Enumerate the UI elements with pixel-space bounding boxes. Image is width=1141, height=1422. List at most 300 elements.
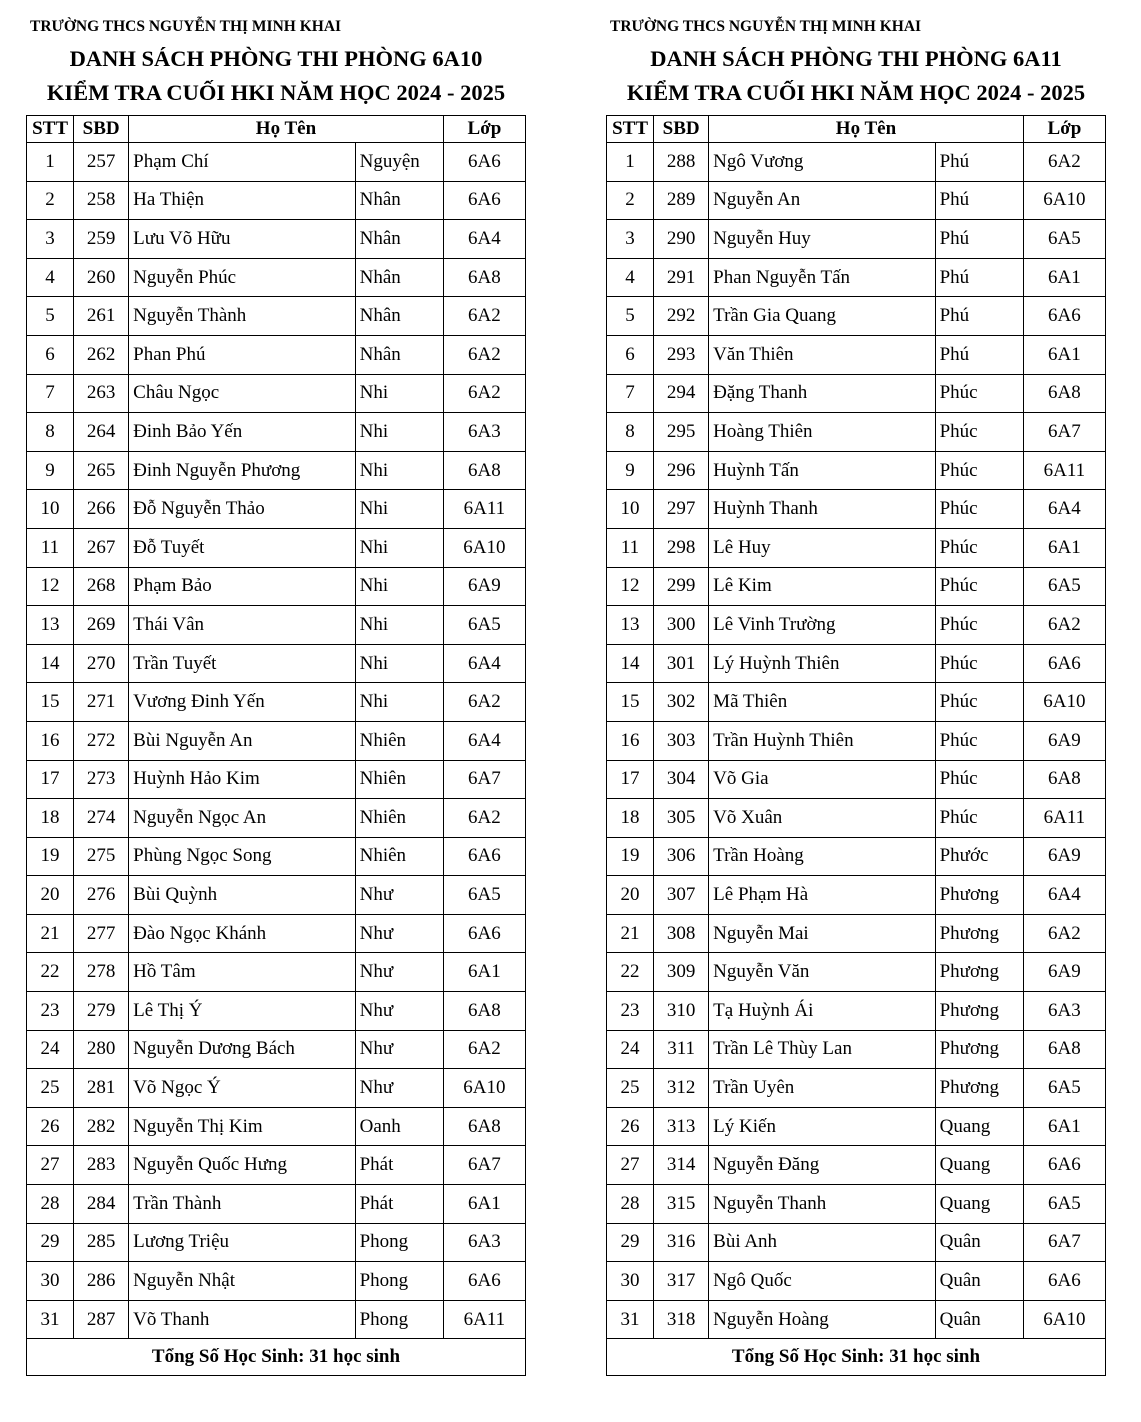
cell-ten: Phú: [935, 143, 1023, 182]
cell-stt: 6: [27, 335, 74, 374]
cell-sbd: 258: [74, 181, 129, 220]
cell-lop: 6A8: [443, 1107, 525, 1146]
cell-sbd: 264: [74, 413, 129, 452]
cell-stt: 31: [27, 1300, 74, 1339]
cell-ten: Phát: [355, 1146, 443, 1185]
table-row: [27, 451, 526, 490]
table-row: [27, 528, 526, 567]
cell-stt: 23: [27, 992, 74, 1031]
school-name: TRƯỜNG THCS NGUYỄN THỊ MINH KHAI: [610, 18, 922, 35]
table-row: [607, 721, 1106, 760]
table-row: [607, 413, 1106, 452]
cell-ho-dem: Trần Gia Quang: [709, 297, 935, 336]
cell-ten: Như: [355, 992, 443, 1031]
cell-ten: Nhi: [355, 490, 443, 529]
cell-ten: Như: [355, 1069, 443, 1108]
cell-sbd: 271: [74, 683, 129, 722]
cell-sbd: 291: [654, 258, 709, 297]
cell-ho-dem: Mã Thiên: [709, 683, 935, 722]
cell-ho-dem: Bùi Anh: [709, 1223, 935, 1262]
cell-stt: 17: [607, 760, 654, 799]
cell-ten: Phú: [935, 220, 1023, 259]
cell-lop: 6A2: [1023, 914, 1105, 953]
cell-sbd: 278: [74, 953, 129, 992]
cell-ho-dem: Đinh Nguyễn Phương: [129, 451, 355, 490]
cell-sbd: 272: [74, 721, 129, 760]
table-row: [27, 567, 526, 606]
cell-sbd: 295: [654, 413, 709, 452]
table-row: [607, 1069, 1106, 1108]
cell-sbd: 266: [74, 490, 129, 529]
total-row: [607, 1339, 1106, 1376]
cell-ho-dem: Tạ Huỳnh Ái: [709, 992, 935, 1031]
cell-stt: 10: [607, 490, 654, 529]
table-row: [607, 220, 1106, 259]
cell-sbd: 311: [654, 1030, 709, 1069]
cell-lop: 6A11: [443, 1300, 525, 1339]
table-header: [27, 116, 526, 143]
cell-ten: Nhiên: [355, 721, 443, 760]
cell-lop: 6A6: [1023, 1146, 1105, 1185]
table-row: [27, 953, 526, 992]
cell-ho-dem: Huỳnh Tấn: [709, 451, 935, 490]
cell-sbd: 286: [74, 1262, 129, 1301]
cell-ten: Quân: [935, 1262, 1023, 1301]
cell-sbd: 280: [74, 1030, 129, 1069]
header-stt: STT: [27, 116, 74, 143]
table-row: [27, 1300, 526, 1339]
cell-lop: 6A7: [1023, 1223, 1105, 1262]
cell-ho-dem: Lê Phạm Hà: [709, 876, 935, 915]
cell-ten: Phúc: [935, 413, 1023, 452]
cell-lop: 6A8: [1023, 1030, 1105, 1069]
cell-ho-dem: Ngô Quốc: [709, 1262, 935, 1301]
table-row: [607, 876, 1106, 915]
cell-sbd: 265: [74, 451, 129, 490]
cell-stt: 30: [607, 1262, 654, 1301]
cell-sbd: 307: [654, 876, 709, 915]
table-row: [27, 606, 526, 645]
cell-stt: 21: [27, 914, 74, 953]
cell-lop: 6A1: [443, 953, 525, 992]
table-row: [27, 837, 526, 876]
cell-ten: Phúc: [935, 606, 1023, 645]
cell-sbd: 273: [74, 760, 129, 799]
cell-stt: 26: [607, 1107, 654, 1146]
cell-stt: 21: [607, 914, 654, 953]
cell-sbd: 308: [654, 914, 709, 953]
table-row: [27, 992, 526, 1031]
cell-lop: 6A10: [1023, 181, 1105, 220]
cell-ho-dem: Đỗ Nguyễn Thảo: [129, 490, 355, 529]
table-header: [607, 116, 1106, 143]
cell-ho-dem: Nguyễn Nhật: [129, 1262, 355, 1301]
cell-lop: 6A4: [1023, 490, 1105, 529]
cell-ho-dem: Phan Nguyễn Tấn: [709, 258, 935, 297]
cell-ho-dem: Nguyễn Dương Bách: [129, 1030, 355, 1069]
cell-sbd: 276: [74, 876, 129, 915]
cell-stt: 13: [27, 606, 74, 645]
cell-lop: 6A6: [1023, 644, 1105, 683]
cell-sbd: 301: [654, 644, 709, 683]
cell-ho-dem: Nguyễn Mai: [709, 914, 935, 953]
cell-ho-dem: Lý Kiến: [709, 1107, 935, 1146]
cell-stt: 28: [607, 1185, 654, 1224]
cell-lop: 6A5: [1023, 1185, 1105, 1224]
cell-ho-dem: Nguyễn Ngọc An: [129, 799, 355, 838]
cell-lop: 6A8: [443, 451, 525, 490]
header-stt: STT: [607, 116, 654, 143]
cell-stt: 30: [27, 1262, 74, 1301]
header-name: Họ Tên: [709, 116, 1024, 143]
cell-ho-dem: Bùi Nguyễn An: [129, 721, 355, 760]
cell-stt: 12: [27, 567, 74, 606]
cell-ten: Nhi: [355, 683, 443, 722]
cell-ho-dem: Ngô Vương: [709, 143, 935, 182]
cell-ho-dem: Hồ Tâm: [129, 953, 355, 992]
cell-stt: 1: [27, 143, 74, 182]
cell-ten: Nhi: [355, 451, 443, 490]
cell-sbd: 293: [654, 335, 709, 374]
cell-ho-dem: Võ Xuân: [709, 799, 935, 838]
cell-ho-dem: Vương Đinh Yến: [129, 683, 355, 722]
cell-ho-dem: Lê Kim: [709, 567, 935, 606]
cell-lop: 6A5: [1023, 567, 1105, 606]
cell-ho-dem: Võ Thanh: [129, 1300, 355, 1339]
cell-stt: 19: [607, 837, 654, 876]
cell-lop: 6A8: [443, 992, 525, 1031]
table-body: [607, 143, 1106, 1339]
cell-lop: 6A4: [443, 644, 525, 683]
cell-ho-dem: Huỳnh Thanh: [709, 490, 935, 529]
table-row: [27, 799, 526, 838]
cell-lop: 6A1: [1023, 1107, 1105, 1146]
cell-sbd: 312: [654, 1069, 709, 1108]
room-title: DANH SÁCH PHÒNG THI PHÒNG 6A10: [69, 46, 483, 71]
cell-stt: 22: [607, 953, 654, 992]
cell-ten: Phú: [935, 181, 1023, 220]
cell-sbd: 315: [654, 1185, 709, 1224]
cell-ho-dem: Lương Triệu: [129, 1223, 355, 1262]
cell-lop: 6A10: [1023, 1300, 1105, 1339]
cell-stt: 27: [27, 1146, 74, 1185]
cell-ten: Nhân: [355, 297, 443, 336]
cell-sbd: 313: [654, 1107, 709, 1146]
table-row: [607, 143, 1106, 182]
cell-lop: 6A2: [443, 683, 525, 722]
cell-stt: 24: [607, 1030, 654, 1069]
cell-ho-dem: Đặng Thanh: [709, 374, 935, 413]
cell-lop: 6A8: [443, 258, 525, 297]
cell-sbd: 285: [74, 1223, 129, 1262]
table-row: [27, 490, 526, 529]
table-row: [607, 567, 1106, 606]
cell-stt: 10: [27, 490, 74, 529]
cell-ho-dem: Huỳnh Hảo Kim: [129, 760, 355, 799]
cell-sbd: 275: [74, 837, 129, 876]
cell-stt: 1: [607, 143, 654, 182]
cell-lop: 6A4: [443, 220, 525, 259]
cell-lop: 6A2: [443, 335, 525, 374]
cell-ho-dem: Trần Hoàng: [709, 837, 935, 876]
cell-sbd: 274: [74, 799, 129, 838]
cell-sbd: 305: [654, 799, 709, 838]
cell-ho-dem: Ha Thiện: [129, 181, 355, 220]
cell-lop: 6A3: [443, 1223, 525, 1262]
cell-ten: Phúc: [935, 644, 1023, 683]
cell-stt: 7: [27, 374, 74, 413]
cell-ten: Phúc: [935, 451, 1023, 490]
cell-ho-dem: Lý Huỳnh Thiên: [709, 644, 935, 683]
table-row: [27, 1185, 526, 1224]
table-row: [607, 683, 1106, 722]
cell-ho-dem: Lê Huy: [709, 528, 935, 567]
cell-lop: 6A3: [1023, 992, 1105, 1031]
cell-sbd: 316: [654, 1223, 709, 1262]
cell-sbd: 282: [74, 1107, 129, 1146]
exam-subtitle: KIỂM TRA CUỐI HKI NĂM HỌC 2024 - 2025: [46, 80, 506, 105]
cell-lop: 6A1: [1023, 528, 1105, 567]
cell-ho-dem: Phạm Bảo: [129, 567, 355, 606]
cell-sbd: 283: [74, 1146, 129, 1185]
cell-lop: 6A2: [443, 374, 525, 413]
cell-stt: 31: [607, 1300, 654, 1339]
table-row: [27, 374, 526, 413]
cell-stt: 8: [607, 413, 654, 452]
cell-ten: Nhiên: [355, 760, 443, 799]
cell-sbd: 268: [74, 567, 129, 606]
cell-lop: 6A8: [1023, 374, 1105, 413]
cell-stt: 4: [27, 258, 74, 297]
header-name: Họ Tên: [129, 116, 444, 143]
cell-lop: 6A1: [1023, 335, 1105, 374]
cell-stt: 13: [607, 606, 654, 645]
cell-lop: 6A2: [1023, 143, 1105, 182]
table-body: [27, 143, 526, 1339]
cell-stt: 14: [607, 644, 654, 683]
cell-lop: 6A9: [443, 567, 525, 606]
table-row: [607, 1262, 1106, 1301]
cell-lop: 6A2: [443, 1030, 525, 1069]
cell-ten: Phúc: [935, 374, 1023, 413]
cell-sbd: 287: [74, 1300, 129, 1339]
cell-lop: 6A6: [443, 914, 525, 953]
cell-sbd: 262: [74, 335, 129, 374]
cell-stt: 29: [607, 1223, 654, 1262]
cell-sbd: 281: [74, 1069, 129, 1108]
cell-ten: Nhi: [355, 644, 443, 683]
cell-lop: 6A10: [443, 528, 525, 567]
cell-sbd: 294: [654, 374, 709, 413]
cell-stt: 18: [607, 799, 654, 838]
cell-sbd: 298: [654, 528, 709, 567]
cell-stt: 24: [27, 1030, 74, 1069]
cell-stt: 17: [27, 760, 74, 799]
header-class: Lớp: [1023, 116, 1105, 143]
cell-sbd: 310: [654, 992, 709, 1031]
cell-sbd: 259: [74, 220, 129, 259]
cell-ho-dem: Phan Phú: [129, 335, 355, 374]
table-row: [607, 258, 1106, 297]
cell-ten: Phương: [935, 992, 1023, 1031]
cell-ho-dem: Nguyễn Thành: [129, 297, 355, 336]
cell-ho-dem: Lưu Võ Hữu: [129, 220, 355, 259]
table-row: [27, 335, 526, 374]
cell-ten: Quân: [935, 1223, 1023, 1262]
cell-ten: Phúc: [935, 528, 1023, 567]
school-name: TRƯỜNG THCS NGUYỄN THỊ MINH KHAI: [30, 18, 342, 35]
cell-lop: 6A11: [1023, 799, 1105, 838]
cell-lop: 6A2: [443, 799, 525, 838]
table-row: [607, 490, 1106, 529]
cell-lop: 6A11: [1023, 451, 1105, 490]
cell-sbd: 297: [654, 490, 709, 529]
cell-lop: 6A8: [1023, 760, 1105, 799]
cell-lop: 6A5: [443, 606, 525, 645]
total-count: Tổng Số Học Sinh: 31 học sinh: [27, 1339, 526, 1376]
cell-ten: Phúc: [935, 490, 1023, 529]
cell-ho-dem: Trần Thành: [129, 1185, 355, 1224]
cell-ho-dem: Châu Ngọc: [129, 374, 355, 413]
cell-stt: 3: [607, 220, 654, 259]
table-row: [27, 760, 526, 799]
cell-ho-dem: Lê Thị Ý: [129, 992, 355, 1031]
cell-stt: 25: [27, 1069, 74, 1108]
cell-lop: 6A6: [443, 837, 525, 876]
cell-stt: 8: [27, 413, 74, 452]
cell-stt: 18: [27, 799, 74, 838]
cell-stt: 5: [607, 297, 654, 336]
cell-stt: 14: [27, 644, 74, 683]
cell-stt: 16: [607, 721, 654, 760]
cell-stt: 29: [27, 1223, 74, 1262]
cell-sbd: 270: [74, 644, 129, 683]
student-table: [26, 115, 526, 1376]
cell-stt: 3: [27, 220, 74, 259]
cell-ten: Nhân: [355, 335, 443, 374]
cell-ho-dem: Nguyễn Văn: [709, 953, 935, 992]
table-row: [27, 721, 526, 760]
cell-ho-dem: Trần Uyên: [709, 1069, 935, 1108]
table-row: [607, 1030, 1106, 1069]
table-row: [607, 1300, 1106, 1339]
cell-ten: Oanh: [355, 1107, 443, 1146]
cell-ho-dem: Văn Thiên: [709, 335, 935, 374]
table-row: [27, 220, 526, 259]
cell-ten: Phúc: [935, 683, 1023, 722]
cell-stt: 19: [27, 837, 74, 876]
table-row: [607, 1107, 1106, 1146]
cell-ho-dem: Nguyễn Đăng: [709, 1146, 935, 1185]
exam-room-panel-left: [26, 12, 526, 1376]
cell-ho-dem: Võ Gia: [709, 760, 935, 799]
table-row: [607, 297, 1106, 336]
cell-lop: 6A6: [1023, 1262, 1105, 1301]
cell-sbd: 292: [654, 297, 709, 336]
cell-sbd: 302: [654, 683, 709, 722]
cell-lop: 6A4: [1023, 876, 1105, 915]
table-row: [27, 1146, 526, 1185]
cell-stt: 15: [27, 683, 74, 722]
cell-ten: Phú: [935, 258, 1023, 297]
cell-sbd: 284: [74, 1185, 129, 1224]
cell-sbd: 309: [654, 953, 709, 992]
cell-lop: 6A5: [1023, 220, 1105, 259]
table-row: [27, 297, 526, 336]
room-title: DANH SÁCH PHÒNG THI PHÒNG 6A11: [650, 46, 1062, 71]
cell-stt: 26: [27, 1107, 74, 1146]
table-row: [607, 606, 1106, 645]
cell-sbd: 314: [654, 1146, 709, 1185]
table-row: [607, 914, 1106, 953]
cell-stt: 9: [607, 451, 654, 490]
cell-ten: Phong: [355, 1300, 443, 1339]
cell-stt: 2: [607, 181, 654, 220]
cell-lop: 6A10: [443, 1069, 525, 1108]
cell-ten: Phương: [935, 876, 1023, 915]
cell-lop: 6A5: [1023, 1069, 1105, 1108]
table-row: [27, 1262, 526, 1301]
cell-stt: 16: [27, 721, 74, 760]
total-row: [27, 1339, 526, 1376]
cell-sbd: 267: [74, 528, 129, 567]
cell-ten: Như: [355, 1030, 443, 1069]
cell-stt: 22: [27, 953, 74, 992]
cell-ho-dem: Nguyễn Thị Kim: [129, 1107, 355, 1146]
cell-ten: Quang: [935, 1107, 1023, 1146]
table-row: [607, 799, 1106, 838]
cell-lop: 6A3: [443, 413, 525, 452]
cell-ten: Như: [355, 914, 443, 953]
cell-ten: Nhiên: [355, 799, 443, 838]
cell-ten: Như: [355, 953, 443, 992]
cell-ten: Nhi: [355, 567, 443, 606]
table-row: [607, 374, 1106, 413]
cell-ho-dem: Đào Ngọc Khánh: [129, 914, 355, 953]
cell-stt: 2: [27, 181, 74, 220]
cell-ho-dem: Bùi Quỳnh: [129, 876, 355, 915]
cell-ho-dem: Lê Vinh Trường: [709, 606, 935, 645]
cell-sbd: 260: [74, 258, 129, 297]
cell-lop: 6A7: [1023, 413, 1105, 452]
cell-ten: Quang: [935, 1185, 1023, 1224]
cell-ten: Quân: [935, 1300, 1023, 1339]
header-class: Lớp: [443, 116, 525, 143]
cell-ten: Nhi: [355, 606, 443, 645]
cell-sbd: 277: [74, 914, 129, 953]
header-sbd: SBD: [74, 116, 129, 143]
cell-ten: Quang: [935, 1146, 1023, 1185]
cell-ho-dem: Trần Huỳnh Thiên: [709, 721, 935, 760]
cell-ten: Nhiên: [355, 837, 443, 876]
cell-lop: 6A9: [1023, 837, 1105, 876]
total-count: Tổng Số Học Sinh: 31 học sinh: [607, 1339, 1106, 1376]
cell-ten: Nhi: [355, 528, 443, 567]
cell-ten: Phúc: [935, 799, 1023, 838]
cell-stt: 25: [607, 1069, 654, 1108]
table-row: [27, 143, 526, 182]
cell-ho-dem: Phạm Chí: [129, 143, 355, 182]
table-row: [607, 451, 1106, 490]
cell-sbd: 290: [654, 220, 709, 259]
cell-stt: 20: [27, 876, 74, 915]
table-row: [27, 644, 526, 683]
cell-stt: 15: [607, 683, 654, 722]
table-row: [27, 1107, 526, 1146]
cell-lop: 6A9: [1023, 721, 1105, 760]
cell-ho-dem: Nguyễn Phúc: [129, 258, 355, 297]
table-row: [607, 644, 1106, 683]
